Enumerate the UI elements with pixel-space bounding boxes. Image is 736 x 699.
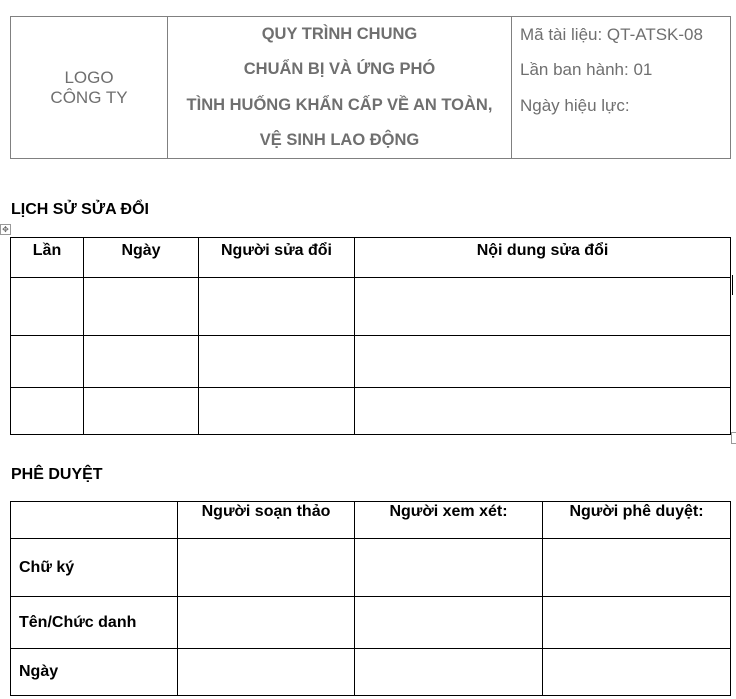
table-header-row (11, 238, 731, 278)
col-approver: Người phê duyệt: (543, 502, 731, 539)
table-cell[interactable] (11, 336, 84, 388)
table-cell[interactable] (199, 388, 355, 435)
doc-code: Mã tài liệu: QT-ATSK-08 (520, 25, 703, 44)
document-title (168, 17, 512, 159)
table-row (11, 336, 731, 388)
table-cell[interactable] (543, 649, 731, 696)
table-move-handle-icon[interactable]: ✥ (0, 224, 11, 235)
row-label-name-title: Tên/Chức danh (11, 597, 178, 649)
table-cell[interactable] (355, 336, 731, 388)
table-cell[interactable] (11, 278, 84, 336)
logo-line-1: LOGO (64, 67, 114, 87)
table-cell[interactable] (178, 539, 355, 597)
approval-table (10, 501, 731, 696)
approval-heading: PHÊ DUYỆT (11, 466, 103, 483)
title-line-4: VỆ SINH LAO ĐỘNG (259, 130, 420, 149)
title-line-2: CHUẨN BỊ VÀ ỨNG PHÓ (243, 60, 436, 79)
table-row (11, 649, 731, 696)
table-cell[interactable] (199, 278, 355, 336)
company-logo-placeholder (11, 17, 168, 159)
table-cell[interactable] (199, 336, 355, 388)
col-revision: Lần (11, 238, 84, 278)
col-reviewer: Người xem xét: (355, 502, 543, 539)
effective-date: Ngày hiệu lực: (520, 95, 630, 115)
col-date: Ngày (84, 238, 199, 278)
table-cell[interactable] (355, 388, 731, 435)
table-cell[interactable] (84, 336, 199, 388)
revision-history-heading: LỊCH SỬ SỬA ĐỔI (11, 201, 149, 218)
title-line-1: QUY TRÌNH CHUNG (261, 25, 418, 43)
col-editor: Người sửa đổi (199, 238, 355, 278)
title-line-3: TÌNH HUỐNG KHẨN CẤP VỀ AN TOÀN, (186, 95, 493, 114)
row-label-date: Ngày (11, 649, 178, 696)
table-cell[interactable] (543, 597, 731, 649)
table-cell[interactable] (543, 539, 731, 597)
table-row (11, 539, 731, 597)
table-row (11, 388, 731, 435)
logo-line-2: CÔNG TY (50, 87, 128, 107)
col-blank (11, 502, 178, 539)
table-row (11, 597, 731, 649)
table-resize-handle[interactable] (731, 432, 736, 444)
text-cursor (732, 275, 733, 295)
table-cell[interactable] (355, 539, 543, 597)
table-cell[interactable] (355, 597, 543, 649)
table-cell[interactable] (84, 278, 199, 336)
issue-number: Lần ban hành: 01 (520, 60, 653, 80)
table-header-row (11, 502, 731, 539)
document-header (10, 16, 731, 159)
row-label-signature: Chữ ký (11, 539, 178, 597)
table-cell[interactable] (355, 649, 543, 696)
table-cell[interactable] (11, 388, 84, 435)
table-cell[interactable] (178, 649, 355, 696)
table-row (11, 278, 731, 336)
col-drafter: Người soạn thảo (178, 502, 355, 539)
col-content: Nội dung sửa đổi (355, 238, 731, 278)
revision-history-table (10, 237, 731, 435)
table-cell[interactable] (178, 597, 355, 649)
table-cell[interactable] (84, 388, 199, 435)
document-info (512, 17, 731, 159)
table-cell[interactable] (355, 278, 731, 336)
